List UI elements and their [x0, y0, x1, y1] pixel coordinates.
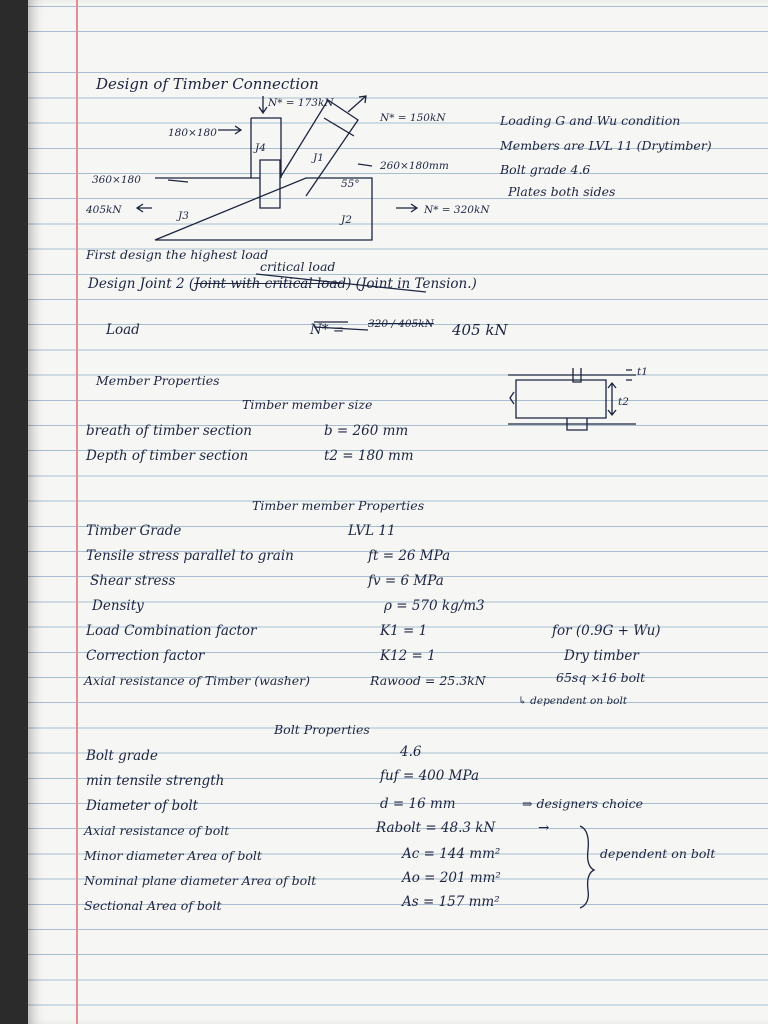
load-label: Load: [106, 322, 140, 338]
timber-prop-value: ft = 26 MPa: [368, 548, 451, 564]
timber-prop-label: Density: [92, 598, 144, 614]
bolt-prop-value: d = 16 mm: [380, 796, 456, 812]
notebook-page: [28, 0, 768, 1024]
design-joint-heading: Design Joint 2 (Joint with critical load) (Joint in Tension.): [88, 276, 477, 292]
timber-prop-value: ρ = 570 kg/m3: [384, 598, 485, 614]
detail-label-t2: t2: [618, 396, 629, 408]
member-size-value: t2 = 180 mm: [324, 448, 414, 464]
label-n-top: N* = 173kN: [268, 97, 334, 109]
bolt-dependent-note: dependent on bolt: [600, 846, 716, 861]
timber-prop-label: Load Combination factor: [86, 623, 257, 639]
label-size-180: 180×180: [168, 127, 217, 139]
timber-prop-label: Axial resistance of Timber (washer): [84, 673, 311, 688]
label-size-360: 360×180: [92, 174, 141, 186]
timber-prop-value: Rawood = 25.3kN: [370, 673, 486, 688]
detail-label-t1: t1: [637, 366, 648, 378]
bolt-prop-value: 4.6: [400, 744, 422, 760]
bolt-prop-label: Nominal plane diameter Area of bolt: [84, 873, 317, 888]
bolt-prop-label: Diameter of bolt: [86, 798, 199, 814]
page-title: Design of Timber Connection: [96, 75, 319, 93]
timber-prop-note: Dry timber: [564, 648, 639, 664]
load-struck-values: 320 / 405kN: [368, 318, 434, 330]
timber-prop-note: 65sq ×16 bolt: [556, 670, 646, 685]
bolt-prop-value: Ac = 144 mm²: [402, 846, 501, 862]
timber-prop-label: Shear stress: [90, 573, 176, 589]
member-size-label: Depth of timber section: [86, 448, 249, 464]
condition-plates: Plates both sides: [508, 184, 616, 199]
load-value: 405 kN: [452, 321, 508, 339]
bolt-prop-note: →: [538, 820, 550, 836]
bolt-prop-label: Minor diameter Area of bolt: [84, 848, 262, 863]
condition-members: Members are LVL 11 (Drytimber): [500, 138, 712, 153]
struck-text: Joint with critical load: [194, 276, 347, 292]
timber-prop-label: Tensile stress parallel to grain: [86, 548, 294, 564]
timber-prop-note: for (0.9G + Wu): [552, 623, 661, 639]
label-j1: J1: [313, 152, 324, 164]
bolt-prop-label: Bolt grade: [86, 748, 158, 764]
label-j3: J3: [178, 210, 189, 222]
bolt-prop-label: Axial resistance of bolt: [84, 823, 230, 838]
load-symbol: N* =: [310, 322, 345, 338]
member-size-heading: Timber member size: [242, 397, 373, 412]
member-size-label: breath of timber section: [86, 423, 252, 439]
condition-loading: Loading G and Wu condition: [500, 113, 681, 128]
joint-tension: (Joint in Tension.): [355, 276, 477, 292]
design-prefix: Design Joint: [88, 276, 172, 292]
member-properties-heading: Member Properties: [96, 373, 220, 388]
bolt-prop-label: min tensile strength: [86, 773, 225, 789]
bolt-prop-note: ⇒ designers choice: [522, 796, 644, 811]
critical-load-note: critical load: [260, 259, 336, 274]
timber-prop-label: Correction factor: [86, 648, 205, 664]
timber-prop-value: fv = 6 MPa: [368, 573, 444, 589]
label-size-260: 260×180mm: [380, 160, 449, 172]
timber-prop-value: K12 = 1: [380, 648, 436, 664]
label-n-right: N* = 320kN: [424, 204, 490, 216]
bolt-props-heading: Bolt Properties: [274, 722, 370, 737]
label-load-left: 405kN: [86, 204, 122, 216]
member-size-value: b = 260 mm: [324, 423, 409, 439]
bolt-prop-label: Sectional Area of bolt: [84, 898, 222, 913]
first-design-note: First design the highest load: [86, 247, 269, 262]
label-j4: J4: [255, 142, 266, 154]
timber-prop-value: LVL 11: [348, 523, 396, 539]
label-angle: 55°: [341, 178, 360, 190]
timber-props-heading: Timber member Properties: [252, 498, 425, 513]
bolt-prop-value: Rabolt = 48.3 kN: [376, 820, 496, 836]
bolt-prop-value: Ao = 201 mm²: [402, 870, 501, 886]
condition-bolt-grade: Bolt grade 4.6: [500, 162, 591, 177]
bolt-prop-value: fuf = 400 MPa: [380, 768, 479, 784]
washer-note: ↳ dependent on bolt: [518, 695, 628, 707]
timber-prop-label: Timber Grade: [86, 523, 182, 539]
joint-number: 2: [175, 276, 185, 292]
label-n-right-top: N* = 150kN: [380, 112, 446, 124]
timber-prop-value: K1 = 1: [380, 623, 428, 639]
label-j2: J2: [341, 214, 352, 226]
bolt-prop-value: As = 157 mm²: [402, 894, 500, 910]
